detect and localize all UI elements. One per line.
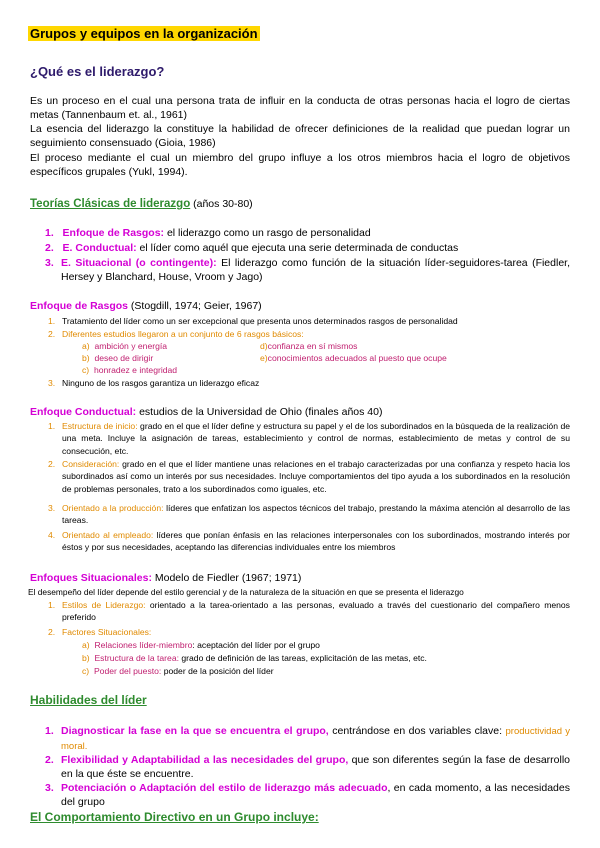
intro-paragraph-1: Es un proceso en el cual una persona trata de influir en la conducta de otras personas hacia el logro de ciertas metas (Tannenbaum et. al., 1961) <box>30 95 570 121</box>
situacional-sub-b: b) Estructura de la tarea: grado de definición de las tareas, explicitación de las metas, etc. <box>82 653 427 663</box>
conductual-heading-line: Enfoque Conductual: estudios de la Universidad de Ohio (finales años 40) <box>30 406 383 418</box>
situacional-sub-a: a) Relaciones líder-miembro: aceptación del líder por el grupo <box>82 640 320 650</box>
teorias-heading: Teorías Clásicas de liderazgo <box>30 198 191 210</box>
rasgos-item-3: 3. Ninguno de los rasgos garantiza un liderazgo eficaz <box>48 378 260 388</box>
situacional-sub-c: c) Poder del puesto: poder de la posición del líder <box>82 666 274 676</box>
rasgos-sub-d: d)confianza en sí mismos <box>260 341 358 351</box>
conductual-item-1: 1. Estructura de inicio: grado en el que el líder define y estructura su papel y el de los subordinados en la búsqueda de la realización de una meta. Incluye la asignación de tareas, establecimiento y control de normas, establecimiento de metas y control de su consecución, etc. <box>48 421 571 456</box>
situacional-intro: El desempeño del líder depende del estilo gerencial y de la naturaleza de la situación en que se presenta el liderazgo <box>28 587 464 597</box>
rasgos-sub-c: c) honradez e integridad <box>82 365 178 375</box>
teorias-years: (años 30-80) <box>190 198 253 210</box>
rasgos-sub-e: e)conocimientos adecuados al puesto que ocupe <box>260 353 447 363</box>
rasgos-sub-b: b) deseo de dirigir <box>82 353 154 363</box>
rasgos-heading-line: Enfoque de Rasgos (Stogdill, 1974; Geier, 1967) <box>30 300 262 312</box>
habilidades-item-3: 3. Potenciación o Adaptación del estilo de liderazgo más adecuado, en cada momento, a las necesidades del grupo <box>45 782 570 808</box>
conductual-heading: Enfoque Conductual: <box>30 406 137 418</box>
conductual-item-4: 4. Orientado al empleado: líderes que ponían énfasis en las relaciones interpersonales con los subordinados, mostrando interés por éstos y por sus necesidades, aceptando las diferencias individuales entre los miembros <box>48 530 570 553</box>
situacional-item-2: 2. Factores Situacionales: <box>48 627 152 637</box>
conductual-item-2: 2. Consideración: grado en el que el líder mantiene unas relaciones en el trabajo caracterizadas por una confianza y respeto hacia los subordinados así como un interés por sus necesidades. Incluye comportamientos del tipo ayuda a los subordinados en la resolución de problemas personales, trato a los subordinados como iguales, etc. <box>48 459 570 494</box>
situacional-heading-line: Enfoques Situacionales: Modelo de Fiedler (1967; 1971) <box>30 572 302 584</box>
rasgos-item-1: 1. Tratamiento del líder como un ser excepcional que presenta unos determinados rasgos de personalidad <box>48 316 458 326</box>
intro-paragraph-3: El proceso mediante el cual un miembro del grupo influye a los otros miembros hacia el logro de objetivos específicos grupales (Yukl, 1994). <box>30 152 570 178</box>
rasgos-item-2: 2. Diferentes estudios llegaron a un conjunto de 6 rasgos básicos: <box>48 329 304 339</box>
habilidades-item-1: 1. Diagnosticar la fase en la que se encuentra el grupo, centrándose en dos variables clave: productividad y moral. <box>45 725 570 752</box>
habilidades-item-2: 2. Flexibilidad y Adaptabilidad a las necesidades del grupo, que son diferentes según la fase de desarrollo en la que éste se encuentre. <box>45 754 570 780</box>
document-title: Grupos y equipos en la organización <box>30 26 258 41</box>
habilidades-heading: Habilidades del líder <box>30 693 147 707</box>
question-heading: ¿Qué es el liderazgo? <box>30 64 165 79</box>
situacional-item-1: 1. Estilos de Liderazgo: orientado a la tarea-orientado a las personas, evaluado a través del cuestionario del compañero menos preferido <box>48 600 570 623</box>
rasgos-heading: Enfoque de Rasgos <box>30 300 129 312</box>
rasgos-sub-a: a) ambición y energía <box>82 341 168 351</box>
intro-paragraph-2: La esencia del liderazgo la constituye la habilidad de ofrecer definiciones de la realidad que puedan lograr un seguimiento consensuado (Gioia, 1986) <box>30 123 570 149</box>
directivo-heading: El Comportamiento Directivo en un Grupo incluye: <box>30 810 319 824</box>
teorias-item-2: 2. E. Conductual: el líder como aquél que ejecuta una serie determinada de conductas <box>45 242 459 254</box>
teorias-item-1: 1. Enfoque de Rasgos: el liderazgo como un rasgo de personalidad <box>45 227 371 239</box>
teorias-item-3: 3. E. Situacional (o contingente): El liderazgo como función de la situación líder-seguidores-tarea (Fiedler, Hersey y Blanchard, House, Vroom y Jago) <box>45 257 570 283</box>
situacional-heading: Enfoques Situacionales: <box>30 572 152 584</box>
teorias-heading-line <box>30 197 570 211</box>
conductual-item-3: 3. Orientado a la producción: líderes que enfatizan los aspectos técnicos del trabajo, prestando la máxima atención al desarrollo de las tareas. <box>48 503 570 526</box>
